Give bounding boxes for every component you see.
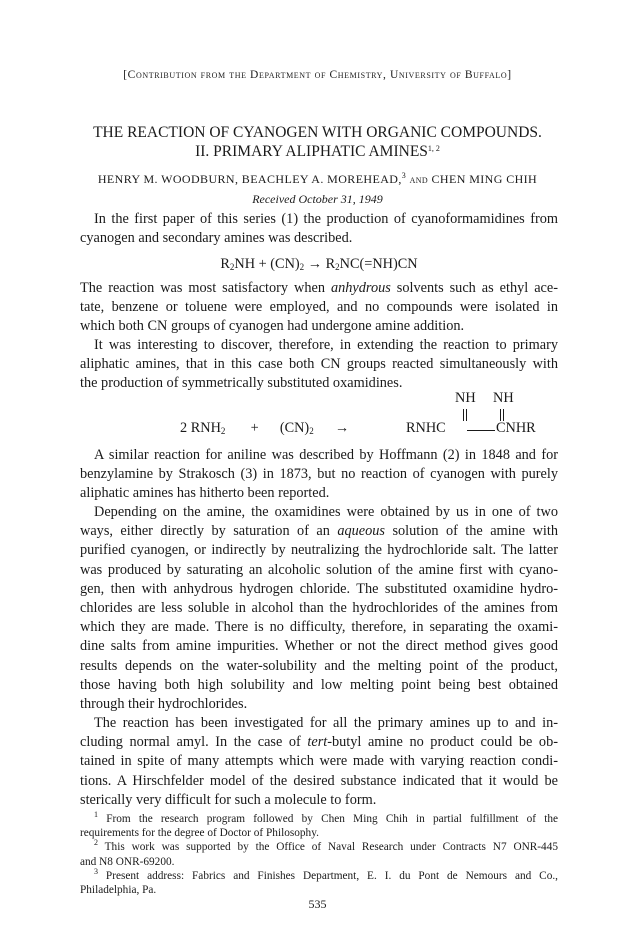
double-bond-left — [463, 409, 467, 421]
footnote-2: $^2$ This work was supported by the Office of Naval Research under Contracts N7 ONR-445 — [94, 838, 559, 854]
text-line: gen, then with anhydrous hydrogen chloride. The substituted oxamidine hydro- — [80, 580, 558, 597]
text-line: The reaction has been investigated for all the primary amines up to and in- — [94, 715, 558, 731]
eq-product: NC(=NH)CN — [339, 256, 418, 272]
imino-group-right: NH — [493, 390, 514, 406]
text-line: purified cyanogen, or indirectly by neutralizing the hydrochloride salt. The latter — [80, 542, 558, 559]
text-line: which both CN groups of cyanogen had undergone amine addition. — [80, 318, 465, 335]
text-line: cyanogen and secondary amines was described. — [80, 230, 353, 247]
text-line: dine salts from amine impurities. Whether or not the direct method gives good — [80, 638, 558, 655]
text-line: which they are made. There is no difficulty, therefore, in separating the oxami- — [80, 619, 558, 636]
footnotes — [80, 812, 558, 897]
received-date: Received October 31, 1949 — [252, 192, 383, 206]
text-line: The reaction was most satisfactory when anhydrous solvents such as ethyl ace- — [80, 280, 558, 296]
eq-arrow: → R — [304, 256, 336, 272]
single-bond — [467, 430, 495, 431]
footnote-3-cont: Philadelphia, Pa. — [80, 883, 157, 896]
text-line: benzylamine by Strakosch (3) in 1873, but no reaction of cyanogen with purely — [80, 466, 558, 483]
text-line: through their hydrochlorides. — [80, 695, 248, 712]
text-line: aliphatic amines, that in this case both CN groups reacted simultaneously with — [80, 356, 558, 373]
article-title-line-1: THE REACTION OF CYANOGEN WITH ORGANIC COMPOUNDS. — [93, 124, 542, 141]
title-footnote-marks: 1, 2 — [427, 144, 440, 153]
equation-1: $R_2NH + (CN)_2 \to R_2NC(=NH)CN$ — [220, 256, 418, 272]
text-line: In the first paper of this series (1) the production of cyanoformamidines from — [94, 211, 558, 227]
author-footnote-mark: 3 — [401, 171, 407, 180]
eq-reactants: NH + (CN) — [234, 256, 300, 272]
text-line: aliphatic amines has hitherto been reported. — [80, 485, 330, 502]
footnote-2-cont: and N8 ONR-69200. — [80, 855, 175, 868]
text-line: chlorides are less soluble in alcohol than the hydrochlorides of the amines from — [80, 599, 558, 616]
paragraph-1 — [80, 210, 558, 248]
paragraph-5 — [80, 503, 558, 714]
text-line: Depending on the amine, the oxamidines were obtained by us in one of two — [94, 504, 558, 520]
paragraph-6 — [80, 714, 558, 810]
text-line: was produced by saturating an alcoholic solution of the amine first with cyano- — [80, 561, 558, 578]
product-right: CNHR — [496, 420, 536, 436]
footnote-1-cont: requirements for the degree of Doctor of Philosophy. — [80, 827, 319, 840]
eq-r: R — [220, 256, 230, 272]
authors-last: CHEN MING CHIH — [431, 172, 538, 186]
text-line: A similar reaction for aniline was described by Hoffmann (2) in 1848 and for — [94, 447, 558, 463]
product-left: RNHC — [406, 420, 446, 436]
page-number: 535 — [308, 897, 327, 911]
text-line: cluding normal amyl. In the case of tert-butyl amine no product could be ob- — [80, 734, 558, 751]
imino-group-left: NH — [455, 390, 476, 406]
text-line: It was interesting to discover, therefore, in extending the reaction to primary — [94, 337, 558, 353]
footnote-3: $^3$ Present address: Fabrics and Finishes Department, E. I. du Pont de Nemours and Co., — [94, 866, 558, 882]
text-line: sterically very difficult for such a molecule to form. — [80, 791, 377, 808]
article-title-line-2 — [0, 143, 635, 161]
authors-and: and — [409, 172, 429, 186]
text-line: the production of symmetrically substituted oxamidines. — [80, 375, 403, 392]
text-line: ways, either directly by saturation of an aqueous solution of the amine with — [80, 523, 559, 540]
text-line: tions. A Hirschfelder model of the desired substance indicated that it would be — [80, 772, 558, 789]
footnote-1: $^1$ From the research program followed by Chen Ming Chih in partial fulfillment of the — [94, 810, 559, 825]
authors-first: HENRY M. WOODBURN, BEACHLEY A. MOREHEAD, — [97, 172, 402, 186]
article-title-text: II. PRIMARY ALIPHATIC AMINES — [195, 143, 428, 160]
text-line: those having both high solubility and low melting point being best obtained — [80, 676, 558, 693]
eq2-main-line: 2 $RNH_2 + (CN)_2$ → — [180, 420, 350, 436]
paragraph-4 — [80, 446, 558, 504]
equation-2 — [80, 390, 558, 442]
author-line — [0, 172, 635, 187]
paragraph-2 — [80, 279, 558, 337]
paragraph-3 — [80, 336, 558, 394]
text-line: results depends on the water-solubility and the melting point of the product, — [80, 657, 558, 674]
contribution-header: [Contribution from the Department of Chemistry, University of Buffalo] — [123, 69, 512, 81]
text-line: tate, benzene or toluene were employed, and no compounds were isolated in — [80, 299, 558, 316]
text-line: tained in spite of many attempts which were made with varying reaction condi- — [80, 753, 558, 770]
